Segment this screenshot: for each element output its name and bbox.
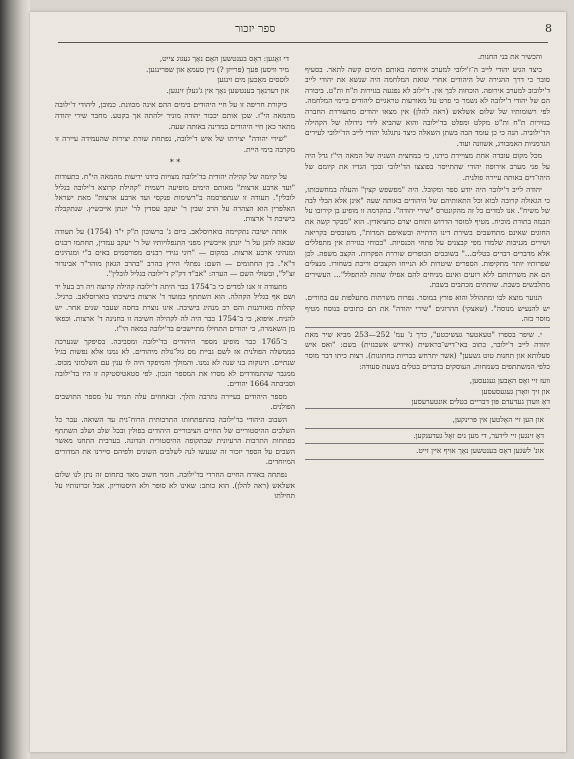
paragraph: יהודה לייב ד'ילובר היה יודע ספר ומקובל. היה "מפשפש קצין" והעלה במחשבותו, כי הגאולה קרובה לבוא וכל התאותיהם של היהודים באותה שעה "אינן אלא הבלי לבה של משיח". אנו למדים כל זה מהקונטרס "שירי יהודה". בהקדמה זו מופיע בן קירובו על הבמה בתורת מוכיח. מטיף למוסר הדרוש ותוחם יצרם כחציאדין. הוא "מבקר קשה את החוגים שאינם מתחשבים בשירת דינו הדתייה ובשאיפם המדות", משובסים בקריאה ושירים מגניבות שלמדו מפי קבצנים על פתחי הכנסיות. "בכוחי כגזירת אין מתפללים אלא מדברים דברים בטלים..." בשובבים הכופרים שוררת הפקרות. הקצב משפה. לכן שפרותיו יותר מתקיפות. הספרים שיטרות לא הנייחו הקצבים וריבת בשחורו. מנצלים הם את משרתותם ללא רועים ואינם מניחים להם אפילו שהות להתפלל"... העשירים מתלבשים בשבת. שותתים מכתבים בשבת. (305, 185, 550, 290)
paragraph: הנוער מוצא לבו ומתהולל והוא פורץ במוסר. נפרות משרתות מתעלפות עם בחורים. יש להנעיש מנוסה". (שאצקי) ההרוגים "שירי יהודה" את הם כתובים בנוסח מטיף מוסר כזה. (305, 293, 550, 324)
paragraph: מכל מקום עובדה אחת מצויירת בידנו, כי במחצית השניה של המאה הי"ז גדל היה על פני מערב אירופה יהודי שהתייסר בפוצצו הד'ילובי ובכך הגדיו את קיומם של היהו־דים באותה עיירה פולנית. (305, 151, 550, 182)
paragraph: נפתחה באורח החיים החרדי בד'ילובה. חומר חשוב מאד בתחום זה נתן לנו שלום אשלאש (ראה להלן). הוא כותב: שאינו לא סופר ולא היסטוריון. אבל זכרונותיו על תחילתו (55, 469, 295, 501)
verse-line: מיר וויסען פּעך (פּרייזן ?) ניין סעמאַ און שפּרינגען. (146, 64, 289, 74)
paragraph: מתעודה זו אנו למדים כי ב־1754 כבר היתה ד'ילובה קהילה קרוצה ויה רב בעל יד ושם אף בגליל הקהלה. הוא השתתף במועד ד' ארצות בישיבתו בוארוסלאב. כרגיל. קהלות מאורגנות והם רב מנהיג בישיבה. אינו נוצרת בחסה שעבר שנים אחר. יש להניח. איפוא, כי ב־1754 כבר היה לה לקהילה חשיבה זו בחנינה ד' ארצות. וכפאו מן השאמרה, כי יהודים התחילו מתיישבים בד'ילובה במאה הי"ז. (55, 281, 296, 334)
poem (305, 413, 544, 460)
poem-line: אונ' לשגען דאָס בענטשען נאָך אויף איין זייט. (305, 444, 544, 460)
verse-line: וועז זיי זאָס האָבען געגעסען, (469, 376, 550, 386)
verse-line: און דערנאָך בענטשען נאָך אין ג'געלן זינגען. (166, 85, 289, 95)
right-column (305, 52, 550, 464)
paragraph: ב־1765 כבר מופיע מספר היהודים בד'ילובה ומסביבה. בסיפקך שנערכה בממשלה הפולנית אז לשם גביית מס גול־גולת מיהודים. לא נמנו אלא נפשות בגיל שנתיים. תינוקות בני שנה לא נמנו. והמולך והמיפקד היה לו ענין עם השלמוני מכוס. ממגבר שהתמודדים לא מסרו את המספר הנכון. לפי סטאטיסטיקה זו היו בד'ילובה וסביבתה 1664 יהודים. (55, 336, 295, 389)
footnote: י. שיפר בספרו "טעאטער געשיכטע", כרך ג' עמ' 252—253 מביא שיר מאת יהודה לייב ד'ילובר, כתוב באי־דיש־בראשית (אידיש אשכנזית) בשם: "ואס איש סעלותא און תחנות טוט גשעען" (אשר יתרחש בבריות בחתונות). רצות כיתו דבר מוסר כלפי המשתתפים בשמחות. העוסקים בדברים בטלים בשעת סעודה: (305, 327, 550, 372)
verse-block (55, 54, 289, 96)
verse-line: דאַ וועדן געדעדם פּון דבריים בטלים אונטערעסען (411, 397, 550, 407)
book-gutter (0, 0, 30, 759)
left-column (55, 52, 295, 504)
paragraph: אותה ישיבה נתקיימה בוארוסלאב. ביום ג' ברשוכון ת"ק י"ד (1754) על תעודה שבאה להגן על ר' יונתן אייבשיץ מפני התנפלויותיו של ר' יעקב עמדין, תחתמו רבנים ומנהיגי ארבע ארצות. במקום — "רוני נגידי רבנים מפורסמים באים ב"י ומגהיגים ד"א". בין החתומים — השם: נפתלי הירץ בהרב "בהרב הגאון מוהר"ר אבינדור זצ"ל", ובשולי השם — הערה: "אב"ד דק"ק ד'ילובה בגליל לובלין". (55, 226, 295, 279)
paragraph: ביקורת חריפה זו על חיי היהודים בימים ההם אינה מכוונת. כמובן, ליהודי ד'ילובה מהמאה הי"ז. שכן אותם יכבור יהודה מוניר ילהתה אך בקטע. מחבר שירי יהודה מתאר כאן חיי היהודים במדינה באותה שעה. (55, 100, 295, 131)
paragraph: השבוב היהודי בד'ילובה בהתפתחותו התרבותית הרוח־נית עד השואה. עבר כל השלבים ההיסטוריים של החיים הציבוריים היהודים בפולין ובכל שלב ושלב השתתף בפתחות התרבות הרעיונית שבתקופה ההיסטורית הנדונה. בערבית התחנו מאשר השבים על הספר יזכור זה שנעשו לנה לשלבים השונים ולפיהם סיירנו את המדורים המיוחדים. (55, 415, 295, 467)
yiddish-verse (305, 376, 550, 409)
paragraph: "שירי יהודה" יצירתו של איש ד'ילובה, נפתחת שורת יצירות שהעמידה עיירה זו מקרבה בימי היית. (55, 134, 295, 154)
book-page (30, 12, 566, 752)
poem-line: דאָ זינגען זיי לידער, די מען נים זאָל געדענקען. (305, 429, 544, 445)
verse-line: לוססים מאַכען מים זינגען (217, 75, 289, 85)
page-number: 8 (545, 22, 552, 35)
paragraph: כיצד הגיע יהודי לייב ה־ז'ילובי למערב אירופה באותם הימים קשה לתאר. בסעיף סובר כי דרך ההגירה של היהודים אחרי שואת המלחמה היה שנשא את יהודי לייב ד'ילובוב למערב אירופה. הוכחות לכך אין. ד'ילוב לא נפגעה בגזירות ת"ח ות"ט. ביבורה הם של יהודי ד'ילובה לא נשמר כי פרט על מאורעות טראגיים ליהודים ביימי המלחמה. לפי רשומותיו של שלום אשלאש (ראה להלן) אין מצאו יהודים מתעוררת החברה בגזירות ת"ח ות"ט מקלט ומפלט בד'ילובה והוא שהביא לידי גידולה של הקהילה הד'ילוביה. הנה כי כן עומד הבה בשתן השאלה כיצד נתגלגל יהודי לייב הד'ילובי לעירים הגרמניות האמבורג, אשוונה ועוד. (305, 64, 550, 148)
verse-line: און זיך וואָרן געגעסעסען (481, 386, 550, 396)
paragraph: והכשיר את בני החנות. (477, 52, 542, 61)
paragraph: על קיומה של קהילה יהודית בד'ילובה מצויות בידנו ידיעות מהמאה הי"ח. בתעודות "ועד ארבע ארצות" מאותם הימים מופיעה רשמית "קהילת קרוצא ד'ילובה בגליל לובלין". תעודה זו שנתפרסמה ב"רשימות פנקסי ועד ארבע ארצות" מאת ישראל האלפרין הוא הצהרה על הרב שבין ר' יעקב עסדין לר' יונתן אייבשיץ. שנתקבלה בישיבת ד' ארצות. (55, 171, 295, 224)
verse-line: די זאָגען: דאָס בענטשען האָם נאָך געגוג צייט, (159, 54, 289, 63)
paragraph: מספר היהודים בעיירה נתרבה והלך. ובאחוזים עלה תמיד על מספר התושבים הפולנים. (55, 391, 295, 412)
book-title: ספר יזכור (235, 22, 276, 35)
running-header (30, 20, 566, 38)
header-rule (58, 42, 548, 43)
poem-line: און הען זיי האָלטען אין פּרינקען, (305, 413, 544, 429)
section-separator: * * (169, 158, 181, 168)
